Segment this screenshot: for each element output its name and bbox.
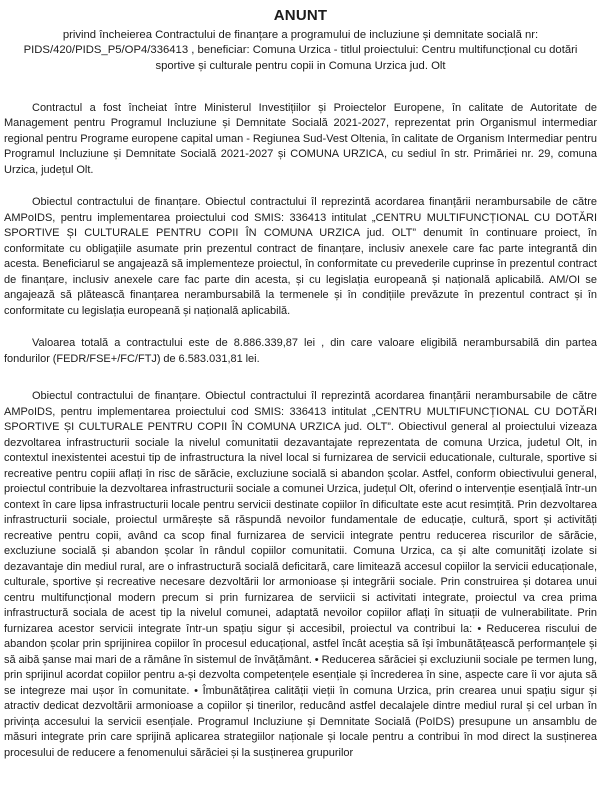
paragraph-contract-value: Valoarea totală a contractului este de 8.886.339,87 lei , din care valoare eligibilă nerambursabilă din partea fondurilor (FEDR/FSE+/FC/FTJ) de 6.583.031,81 lei. — [4, 337, 597, 365]
paragraph-contract-parties: Contractul a fost încheiat între Ministerul Investițiilor și Proiectelor Europene, în calitate de Autoritate de Management pentru Programul Incluziune și Demnitate Socială 2021-2027, reprezentat prin Organismul intermediar regional pentru Programe europene capital uman - Regiunea Sud-Vest Oltenia, în calitate de Organism Intermediar pentru Programul Incluziune și Demnitate Socială 2021-2027 și COMUNA URZICA, cu sediul în str. Primăriei nr. 29, comuna Urzica, județul Olt. — [4, 101, 597, 176]
document-subtitle: privind încheierea Contractului de finanțare a programului de incluziune și demnitate socială nr: PIDS/420/PIDS_P5/OP4/336413 , beneficiar: Comuna Urzica - titlul proiectului: Centru multifuncțional cu dotări sportive și culturale pentru copii in Comuna Urzica jud. Olt — [23, 29, 578, 72]
document-title: ANUNT — [273, 7, 328, 24]
paragraph-project-description: Obiectul contractului de finanțare. Obiectul contractului îl reprezintă acordarea finanțării nerambursabile de către AMPoIDS, pentru implementarea proiectului cod SMIS: 336413 intitulat „CENTRU MULTIFUNCȚIONAL CU DOTĂRI SPORTIVE ȘI CULTURALE PENTRU COPII ÎN COMUNA URZICA jud. OLT”. Obiectivul general al proiectului vizeaza dezvoltarea infrastructurii sociale la nivelul comunitatii dezavantajate reprezentata de comuna Urzica, judetul Olt, in contextul inexistentei acestui tip de infrastructura la nivel local si furnizarea de servicii educationale, culturale, sportive si recreative pentru copiii aflați în risc de sărăcie, excluziune socială si abandon școlar. Astfel, conform obiectivului general, proiectul contribuie la dezvoltarea infrastructurii sociale a comunei Urzica, județul Olt, oferind o intervenție esențială într-un context în care lipsa infrastructurii locale pentru servicii destinate copiilor în dificultate este acut resimțită. Prin dezvoltarea infrastructurii sociale, proiectul urmărește să răspundă nevoilor fundamentale de educație, cultură, sport și activități recreative pentru copii, având ca scop final furnizarea de servicii integrate pentru reducerea riscurilor de sărăcie, excluziune socială și abandon școlar în rândul copiilor comunitatii. Comuna Urzica, ca și alte comunități izolate si dezavantaje din mediul rural, are o infrastructură socială deficitară, care limitează accesul copiilor la servicii educaționale, culturale, sportive și recreative necesare dezvoltării lor armonioase și integrării sociale. Prin construirea și dotarea unui centru multifuncțional modern precum si prin furnizarea de serviicii si activitati integrate, proiectul va crea prima infrastructură sociala de acest tip la nivelul comunei, adaptată nevoilor copiilor aflați în situații de vulnerabilitate. Prin furnizarea acestor servicii integrate într-un spațiu sigur și accesibil, proiectul va contribui la: • Reducerea riscului de abandon școlar prin sprijinirea copiilor în procesul educațional, astfel încât aceștia să își îmbunătățească performanțele și să aibă șanse mai mari de a rămâne în sistemul de învățământ. • Reducerea sărăciei și excluziunii sociale pe termen lung, prin sprijinul acordat copiilor pentru a-și dezvolta competențele esențiale și încrederea în sine, aspecte care îi vor ajuta să se integreze mai ușor în comunitate. • Îmbunătățirea calității vieții în comuna Urzica, prin crearea unui spațiu sigur și atractiv dedicat dezvoltării armonioase a copiilor și tinerilor, reducând astfel decalajele dintre mediul rural și cel urban în privința accesului la servicii esențiale. Programul Incluziune și Demnitate Socială (PoIDS) presupune un ansamblu de măsuri integrate prin care sprijină aplicarea strategiilor naționale și locale pentru a contribui în mod direct la susținerea procesului de reducere a fenomenului sărăciei și la susținerea grupurilor — [4, 390, 597, 759]
paragraph-contract-object: Obiectul contractului de finanțare. Obiectul contractului îl reprezintă acordarea finanțării nerambursabile de către AMPoIDS, pentru implementarea proiectului cod SMIS: 336413 intitulat „CENTRU MULTIFUNCȚIONAL CU DOTĂRI SPORTIVE ȘI CULTURALE PENTRU COPII ÎN COMUNA URZICA jud. OLT” denumit în continuare proiect, în conformitate cu obligațiile asumate prin prezentul contract de finanțare, inclusiv anexele care fac parte integrantă din acesta. Beneficiarul se angajează să implementeze proiectul, în conformitate cu prevederile cuprinse în prezentul contract de finanțare, inclusiv anexele care fac parte din acesta, și cu legislația europeană și națională aplicabilă. AM/OI se angajează să plătească finanțarea nerambursabilă la termenele și în condițiile prevăzute în prezentul contract și în conformitate cu legislația europeană și națională aplicabilă. — [4, 196, 597, 317]
